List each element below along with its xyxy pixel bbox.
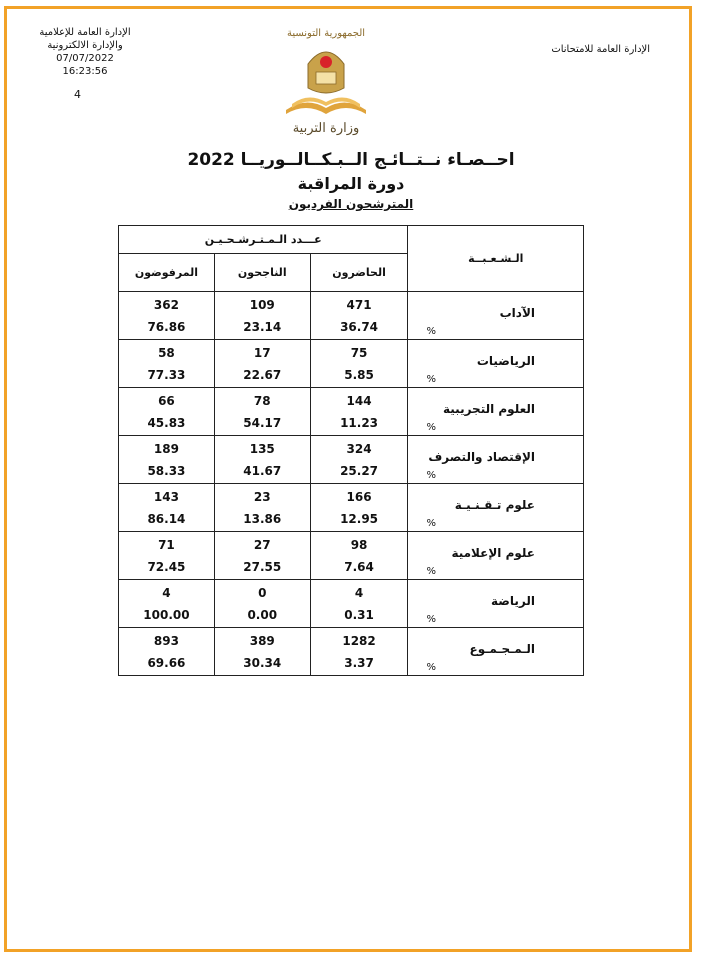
branch-name: الرياضيات (476, 354, 535, 368)
passed-percent: 22.67 (243, 367, 282, 382)
rejected-count: 66 (158, 393, 175, 408)
passed-cell (214, 388, 310, 436)
branch-name: الإقتصاد والتصرف (428, 450, 535, 464)
present-header: الحاضرون (310, 254, 408, 292)
rejected-cell (119, 436, 215, 484)
rejected-count: 362 (153, 297, 179, 312)
present-count: 1282 (342, 633, 376, 648)
table-row (119, 628, 584, 676)
passed-count: 389 (249, 633, 275, 648)
present-cell (310, 484, 408, 532)
present-cell (310, 340, 408, 388)
present-cell (310, 436, 408, 484)
rejected-cell (119, 292, 215, 340)
percent-sign: % (426, 566, 436, 577)
present-cell (310, 532, 408, 580)
present-percent: 5.85 (344, 367, 374, 382)
present-count: 324 (346, 441, 372, 456)
print-date: 07/07/2022 (56, 53, 114, 64)
table-row (119, 532, 584, 580)
present-percent: 11.23 (340, 415, 379, 430)
present-percent: 3.37 (344, 655, 374, 670)
passed-percent: 27.55 (243, 559, 282, 574)
svg-text:الجمهورية التونسية: الجمهورية التونسية (286, 28, 366, 39)
passed-cell (214, 532, 310, 580)
table-row (119, 436, 584, 484)
exams-directorate: الإدارة العامة للامتحانات (551, 44, 650, 55)
present-cell (310, 628, 408, 676)
passed-cell (214, 484, 310, 532)
branch-name: الآداب (499, 306, 535, 320)
rejected-cell (119, 532, 215, 580)
present-percent: 25.27 (340, 463, 379, 478)
table-row (119, 292, 584, 340)
svg-text:وزارة التربية: وزارة التربية (292, 121, 360, 136)
branch-cell (408, 484, 584, 532)
percent-sign: % (426, 374, 436, 385)
rejected-count: 71 (158, 537, 175, 552)
passed-count: 27 (253, 537, 271, 552)
branch-name: العلوم التجريبية (443, 402, 535, 416)
branch-cell (408, 628, 584, 676)
passed-percent: 13.86 (243, 511, 282, 526)
rejected-cell (119, 340, 215, 388)
rejected-cell (119, 628, 215, 676)
header-left-block (30, 26, 140, 101)
rejected-count: 189 (153, 441, 179, 456)
present-count: 75 (350, 345, 368, 360)
passed-percent: 0.00 (247, 607, 278, 622)
branch-name: علوم الإعلامية (451, 546, 535, 560)
rejected-cell (119, 388, 215, 436)
results-table (118, 225, 584, 676)
rejected-cell (119, 484, 215, 532)
present-cell (310, 292, 408, 340)
passed-cell (214, 580, 310, 628)
rejected-percent: 69.66 (147, 655, 186, 670)
present-percent: 12.95 (340, 511, 379, 526)
present-percent: 36.74 (340, 319, 379, 334)
present-count: 144 (346, 393, 372, 408)
results-rows (119, 292, 584, 676)
branch-cell (408, 292, 584, 340)
present-percent: 7.64 (344, 559, 374, 574)
rejected-header: المرفوضون (119, 254, 215, 292)
present-count: 4 (354, 585, 364, 600)
table-row (119, 340, 584, 388)
table-row (119, 388, 584, 436)
rejected-count: 143 (153, 489, 179, 504)
present-cell (310, 388, 408, 436)
passed-count: 78 (253, 393, 271, 408)
present-count: 166 (346, 489, 372, 504)
rejected-percent: 45.83 (147, 415, 186, 430)
passed-count: 0 (258, 585, 267, 600)
page-number: 4 (74, 88, 81, 101)
rejected-percent: 72.45 (147, 559, 186, 574)
percent-sign: % (426, 614, 436, 625)
report-title: احــصـاء نــتــائـج الــبـكــالــوريــا 2022 (187, 150, 515, 170)
candidates-count-header: عـــدد الـمـتـرشـحـيـن (119, 226, 408, 254)
print-time: 16:23:56 (62, 66, 108, 77)
rejected-percent: 86.14 (147, 511, 186, 526)
rejected-cell (119, 580, 215, 628)
branch-cell (408, 340, 584, 388)
passed-count: 135 (249, 441, 275, 456)
passed-percent: 41.67 (243, 463, 282, 478)
ministry-logo-icon (280, 22, 372, 138)
branch-name: الرياضة (491, 594, 535, 608)
category-title: المترشحون الفرديون (288, 197, 414, 211)
branch-cell (408, 532, 584, 580)
passed-count: 23 (253, 489, 271, 504)
passed-count: 17 (253, 345, 271, 360)
percent-sign: % (426, 518, 436, 529)
passed-header: الناجحون (214, 254, 310, 292)
percent-sign: % (426, 422, 436, 433)
session-title: دورة المراقبة (297, 174, 405, 193)
rejected-percent: 100.00 (143, 607, 190, 622)
table-row (119, 484, 584, 532)
passed-count: 109 (249, 297, 275, 312)
directorate-informatics: الإدارة العامة للإعلامية (39, 27, 131, 38)
rejected-count: 4 (162, 585, 171, 600)
branch-header: الـشـعـبــة (408, 226, 584, 292)
directorate-electronic: والإدارة الالكترونية (47, 40, 123, 51)
rejected-percent: 58.33 (147, 463, 186, 478)
percent-sign: % (426, 662, 436, 673)
present-count: 98 (350, 537, 368, 552)
present-cell (310, 580, 408, 628)
passed-cell (214, 292, 310, 340)
rejected-count: 58 (158, 345, 175, 360)
passed-percent: 23.14 (243, 319, 282, 334)
passed-percent: 30.34 (243, 655, 282, 670)
passed-percent: 54.17 (243, 415, 282, 430)
percent-sign: % (426, 470, 436, 481)
present-count: 471 (346, 297, 372, 312)
present-percent: 0.31 (344, 607, 374, 622)
branch-name: علوم تـقـنـيـة (454, 498, 535, 512)
table-row (119, 580, 584, 628)
rejected-percent: 76.86 (147, 319, 186, 334)
passed-cell (214, 436, 310, 484)
rejected-percent: 77.33 (147, 367, 186, 382)
branch-cell (408, 388, 584, 436)
branch-cell (408, 436, 584, 484)
percent-sign: % (426, 326, 436, 337)
passed-cell (214, 628, 310, 676)
branch-name: الـمـجـمـوع (469, 642, 535, 656)
branch-cell (408, 580, 584, 628)
passed-cell (214, 340, 310, 388)
rejected-count: 893 (153, 633, 179, 648)
